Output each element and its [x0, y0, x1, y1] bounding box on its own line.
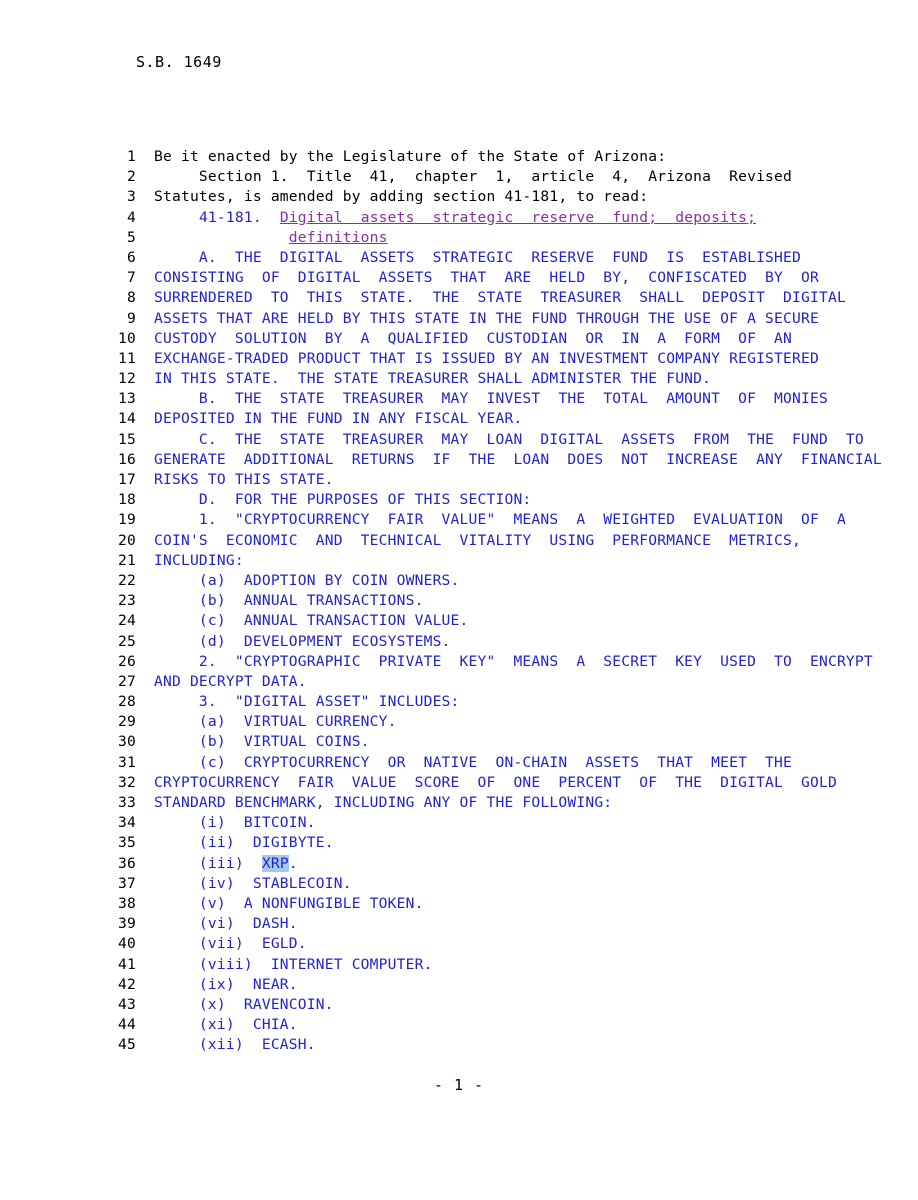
line-text: 2. "CRYPTOGRAPHIC PRIVATE KEY" MEANS A SECRET KEY USED TO ENCRYPT — [154, 652, 873, 670]
bill-text-line — [96, 754, 836, 774]
bill-text-line — [96, 976, 836, 996]
line-text: COIN'S ECONOMIC AND TECHNICAL VITALITY USING PERFORMANCE METRICS, — [154, 531, 802, 549]
line-number: 1 — [127, 148, 136, 165]
line-number: 38 — [118, 894, 136, 912]
section-title-line-2: definitions — [288, 228, 388, 246]
line-number: 6 — [127, 248, 136, 266]
line-text: 1. "CRYPTOCURRENCY FAIR VALUE" MEANS A WEIGHTED EVALUATION OF A — [154, 511, 846, 529]
line-text: CRYPTOCURRENCY FAIR VALUE SCORE OF ONE PERCENT OF THE DIGITAL GOLD — [154, 773, 837, 791]
line-text — [154, 209, 836, 226]
line-text: (viii) INTERNET COMPUTER. — [154, 955, 433, 973]
bill-text-line — [96, 269, 836, 289]
line-text: EXCHANGE-TRADED PRODUCT THAT IS ISSUED BY AN INVESTMENT COMPANY REGISTERED — [154, 349, 819, 367]
line-text: (b) VIRTUAL COINS. — [154, 733, 370, 751]
bill-text-line — [96, 875, 836, 895]
bill-text-line — [96, 450, 882, 471]
bill-text-line — [96, 855, 836, 875]
line-number: 5 — [127, 228, 136, 246]
line-number: 43 — [118, 995, 136, 1013]
line-text: SURRENDERED TO THIS STATE. THE STATE TREASURER SHALL DEPOSIT DIGITAL — [154, 289, 846, 307]
line-number: 39 — [118, 915, 136, 933]
line-number: 16 — [118, 450, 136, 468]
bill-text-line — [96, 572, 836, 592]
line-number: 19 — [118, 511, 136, 529]
bill-text-line — [96, 996, 836, 1016]
line-number: 41 — [118, 955, 136, 973]
line-text: (ix) NEAR. — [154, 975, 298, 993]
bill-text-line — [96, 532, 836, 552]
line-number: 8 — [127, 289, 136, 307]
bill-text-line — [96, 471, 836, 491]
bill-text-line — [96, 188, 836, 208]
line-number: 9 — [127, 309, 136, 327]
line-text: C. THE STATE TREASURER MAY LOAN DIGITAL ASSETS FROM THE FUND TO — [154, 430, 864, 448]
bill-text-line — [96, 330, 836, 350]
bill-text-body — [96, 148, 882, 1056]
bill-text-line — [96, 350, 836, 370]
section-number: 41-181. — [198, 208, 262, 226]
line-number: 36 — [118, 854, 136, 872]
line-number: 24 — [118, 612, 136, 630]
line-text: DEPOSITED IN THE FUND IN ANY FISCAL YEAR. — [154, 410, 523, 428]
bill-text-line — [96, 814, 836, 834]
line-text: GENERATE ADDITIONAL RETURNS IF THE LOAN DOES NOT INCREASE ANY FINANCIAL — [154, 450, 882, 468]
line-number: 31 — [118, 753, 136, 771]
line-text: ASSETS THAT ARE HELD BY THIS STATE IN THE FUND THROUGH THE USE OF A SECURE — [154, 309, 819, 327]
line-number: 13 — [118, 390, 136, 408]
line-number: 14 — [118, 410, 136, 428]
line-number: 4 — [127, 208, 136, 226]
line-text: (xi) CHIA. — [154, 1016, 298, 1034]
line-number: 34 — [118, 814, 136, 832]
line-text: (iv) STABLECOIN. — [154, 874, 352, 892]
line-number: 11 — [118, 349, 136, 367]
line-text: (d) DEVELOPMENT ECOSYSTEMS. — [154, 632, 451, 650]
line-number: 40 — [118, 935, 136, 953]
bill-text-line — [96, 713, 836, 733]
line-number: 20 — [118, 531, 136, 549]
line-text: A. THE DIGITAL ASSETS STRATEGIC RESERVE FUND IS ESTABLISHED — [154, 248, 802, 266]
line-text: AND DECRYPT DATA. — [154, 672, 307, 690]
bill-text-line — [96, 1036, 836, 1056]
line-number: 23 — [118, 592, 136, 610]
line-text: B. THE STATE TREASURER MAY INVEST THE TOTAL AMOUNT OF MONIES — [154, 390, 828, 408]
line-text: STANDARD BENCHMARK, INCLUDING ANY OF THE FOLLOWING: — [154, 794, 613, 811]
line-number: 35 — [118, 834, 136, 852]
bill-text-line — [96, 209, 836, 229]
line-text: D. FOR THE PURPOSES OF THIS SECTION: — [154, 491, 532, 509]
line-number: 21 — [118, 551, 136, 569]
line-text: CONSISTING OF DIGITAL ASSETS THAT ARE HELD BY, CONFISCATED BY OR — [154, 269, 819, 287]
line-text: 3. "DIGITAL ASSET" INCLUDES: — [154, 693, 460, 711]
page-number-footer: - 1 - — [433, 1076, 485, 1094]
line-number: 29 — [118, 713, 136, 731]
bill-text-line — [96, 289, 846, 309]
line-text: (c) ANNUAL TRANSACTION VALUE. — [154, 612, 469, 630]
bill-text-line — [96, 774, 836, 794]
line-text: Section 1. Title 41, chapter 1, article 4, Arizona Revised — [154, 168, 793, 186]
bill-text-line — [96, 1016, 836, 1036]
line-text: IN THIS STATE. THE STATE TREASURER SHALL ADMINISTER THE FUND. — [154, 370, 712, 388]
line-number: 18 — [118, 491, 136, 509]
section-title-line-1: Digital assets strategic reserve fund; deposits; — [279, 208, 757, 226]
list-item-suffix: . — [288, 854, 298, 872]
line-number: 30 — [118, 733, 136, 751]
line-number: 7 — [127, 269, 136, 287]
line-number: 22 — [118, 571, 136, 589]
bill-text-line — [96, 935, 836, 955]
line-text: (x) RAVENCOIN. — [154, 995, 334, 1013]
list-marker: (iii) — [154, 854, 262, 872]
line-text: Be it enacted by the Legislature of the State of Arizona: — [154, 148, 667, 165]
line-number: 10 — [118, 329, 136, 347]
bill-text-line — [96, 168, 836, 188]
line-number: 37 — [118, 874, 136, 892]
bill-number: S.B. 1649 — [136, 53, 222, 71]
line-text: CUSTODY SOLUTION BY A QUALIFIED CUSTODIAN OR IN A FORM OF AN — [154, 329, 793, 347]
bill-text-line — [96, 834, 836, 854]
bill-text-line — [96, 552, 836, 572]
line-number: 27 — [118, 672, 136, 690]
line-number: 17 — [118, 471, 136, 488]
line-number: 32 — [118, 773, 136, 791]
line-number: 45 — [118, 1036, 136, 1054]
line-text: (c) CRYPTOCURRENCY OR NATIVE ON-CHAIN ASSETS THAT MEET THE — [154, 753, 793, 771]
bill-text-line — [96, 652, 873, 673]
line-number: 12 — [118, 370, 136, 388]
line-text: (a) VIRTUAL CURRENCY. — [154, 713, 397, 731]
bill-text-line — [96, 390, 836, 410]
highlighted-term: XRP — [261, 854, 289, 872]
bill-text-line — [96, 249, 836, 269]
bill-text-line — [96, 148, 836, 168]
line-text: (b) ANNUAL TRANSACTIONS. — [154, 592, 424, 610]
line-number: 15 — [118, 430, 136, 448]
bill-text-line — [96, 612, 836, 632]
line-text: (ii) DIGIBYTE. — [154, 834, 334, 852]
bill-text-line — [96, 410, 836, 430]
line-text: (v) A NONFUNGIBLE TOKEN. — [154, 894, 424, 912]
line-text: (i) BITCOIN. — [154, 814, 316, 832]
bill-text-line — [96, 229, 836, 249]
line-number: 28 — [118, 693, 136, 711]
line-text: (vii) EGLD. — [154, 935, 307, 953]
line-number: 33 — [118, 794, 136, 811]
bill-text-line — [96, 592, 836, 612]
bill-text-line — [96, 370, 836, 390]
line-text: INCLUDING: — [154, 551, 244, 569]
bill-text-line — [96, 310, 836, 330]
line-text: RISKS TO THIS STATE. — [154, 471, 334, 488]
line-text — [154, 855, 836, 872]
line-number: 26 — [118, 652, 136, 670]
line-number: 42 — [118, 975, 136, 993]
line-number: 3 — [127, 188, 136, 206]
bill-text-line — [96, 895, 836, 915]
bill-text-line — [96, 430, 864, 451]
bill-text-line — [96, 915, 836, 935]
line-text: (a) ADOPTION BY COIN OWNERS. — [154, 571, 460, 589]
bill-text-line — [96, 633, 836, 653]
line-number: 2 — [127, 168, 136, 186]
line-number: 44 — [118, 1016, 136, 1034]
line-number: 25 — [118, 632, 136, 650]
bill-text-line — [96, 794, 836, 814]
line-text — [154, 229, 836, 246]
line-text: Statutes, is amended by adding section 41-181, to read: — [154, 188, 649, 206]
line-text: (xii) ECASH. — [154, 1036, 316, 1054]
bill-text-line — [96, 491, 836, 511]
bill-text-line — [96, 511, 846, 531]
line-text: (vi) DASH. — [154, 915, 298, 933]
bill-text-line — [96, 956, 836, 976]
bill-text-line — [96, 673, 836, 693]
bill-text-line — [96, 693, 836, 713]
bill-text-line — [96, 733, 836, 753]
